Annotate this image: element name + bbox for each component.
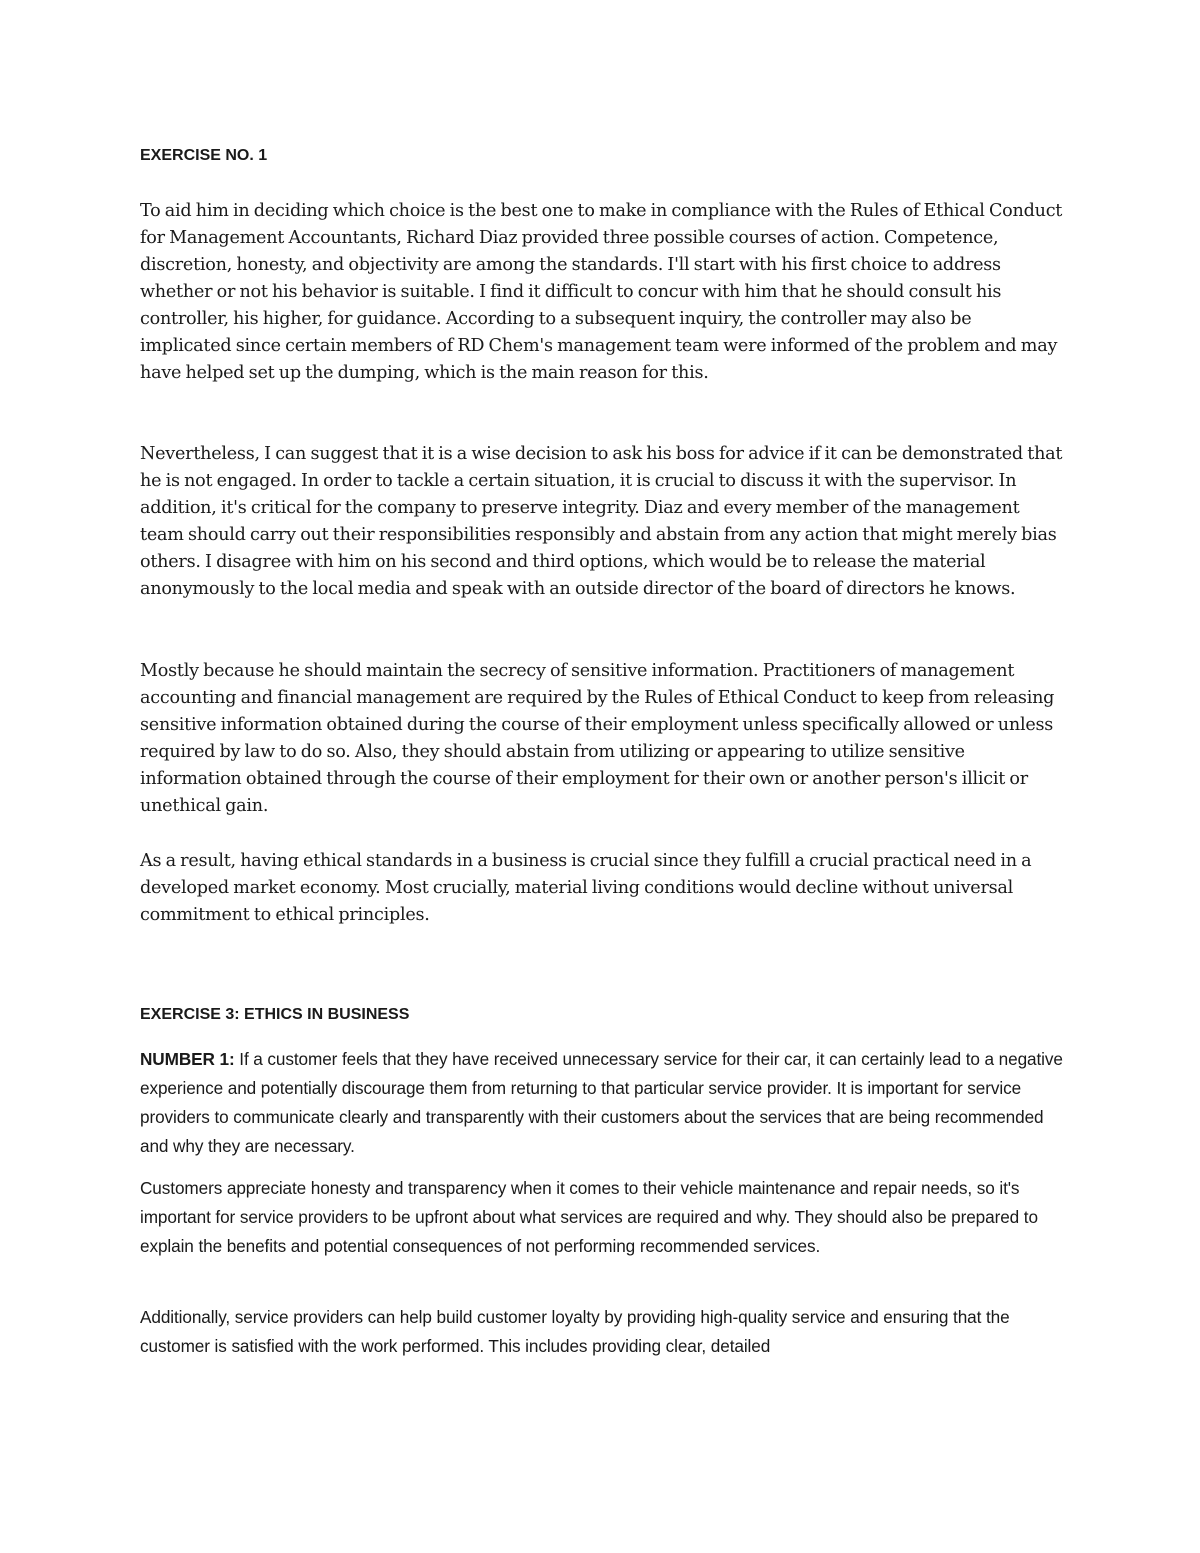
exercise-1-heading: EXERCISE NO. 1 (140, 147, 268, 164)
exercise-1-paragraph-1: To aid him in deciding which choice is the best one to make in compliance with the Rules of Ethical Conduct for Management Accountants, Richard Diaz provided three possible courses of action. Competence, discretion, honesty, and objectivity are among the standards. I'll start with his first choice to address whether or not his behavior is suitable. I find it difficult to concur with him that he should consult his controller, his higher, for guidance. According to a subsequent inquiry, the controller may also be implicated since certain members of RD Chem's management team were informed of the problem and may have helped set up the dumping, which is the main reason for this. (140, 201, 1063, 383)
exercise-1-paragraph-3: Mostly because he should maintain the secrecy of sensitive information. Practitioners of management accounting and financial management are required by the Rules of Ethical Conduct to keep from releasing sensitive information obtained during the course of their employment unless specifically allowed or unless required by law to do so. Also, they should abstain from utilizing or appearing to utilize sensitive information obtained through the course of their employment for their own or another person's illicit or unethical gain. (140, 661, 1055, 816)
document-page (140, 0, 1065, 1553)
exercise-3-paragraph-1 (140, 1045, 1065, 1161)
exercise-1-paragraph-2: Nevertheless, I can suggest that it is a wise decision to ask his boss for advice if it can be demonstrated that he is not engaged. In order to tackle a certain situation, it is crucial to discuss it with the supervisor. In addition, it's critical for the company to preserve integrity. Diaz and every member of the management team should carry out their responsibilities responsibly and abstain from any action that might merely bias others. I disagree with him on his second and third options, which would be to release the material anonymously to the local media and speak with an outside director of the board of directors he knows. (140, 444, 1063, 599)
number-1-label: NUMBER 1: (140, 1049, 235, 1069)
exercise-3-paragraph-2: Customers appreciate honesty and transparency when it comes to their vehicle maintenance and repair needs, so it's important for service providers to be upfront about what services are required and why. They should also be prepared to explain the benefits and potential consequences of not performing recommended services. (140, 1178, 1038, 1256)
exercise-3-heading: EXERCISE 3: ETHICS IN BUSINESS (140, 1006, 410, 1023)
exercise-3-paragraph-1-text: If a customer feels that they have received unnecessary service for their car, it can certainly lead to a negative experience and potentially discourage them from returning to that particular service provider. It is important for service providers to communicate clearly and transparently with their customers about the services that are being recommended and why they are necessary. (140, 1049, 1063, 1156)
exercise-1-paragraph-4: As a result, having ethical standards in a business is crucial since they fulfill a crucial practical need in a developed market economy. Most crucially, material living conditions would decline without universal commitment to ethical principles. (140, 851, 1032, 925)
exercise-3-paragraph-3: Additionally, service providers can help build customer loyalty by providing high-quality service and ensuring that the customer is satisfied with the work performed. This includes providing clear, detailed (140, 1307, 1010, 1356)
